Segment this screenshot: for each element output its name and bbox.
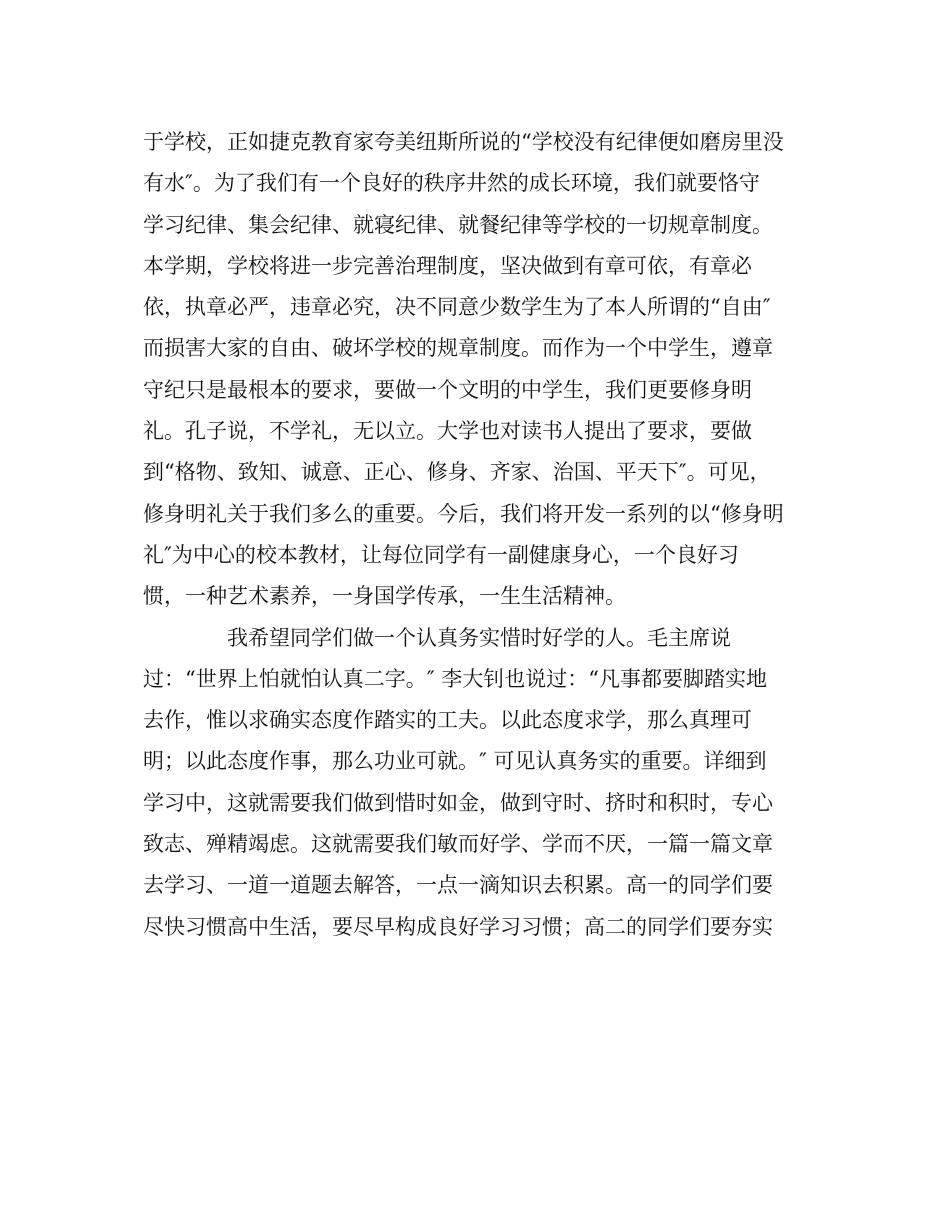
text-line: 礼。孔子说，不学礼，无以立。大学也对读书人提出了要求，要做 [143, 419, 752, 444]
text-line: 去学习、一道一道题去解答，一点一滴知识去积累。高一的同学们要 [143, 873, 773, 898]
text-line: 修身明礼关于我们多么的重要。今后，我们将开发一系列的以“修身明 [143, 501, 784, 526]
text-line: 学习中，这就需要我们做到惜时如金，做到守时、挤时和积时，专心 [143, 790, 773, 815]
text-line: 有水″。为了我们有一个良好的秩序井然的成长环境，我们就要恪守 [143, 171, 760, 196]
text-line: 致志、殚精竭虑。这就需要我们敏而好学、学而不厌，一篇一篇文章 [143, 832, 773, 857]
text-line: 本学期，学校将进一步完善治理制度，坚决做到有章可依，有章必 [143, 253, 752, 278]
text-line: 依，执章必严，违章必究，决不同意少数学生为了本人所谓的“自由″ [143, 295, 771, 320]
text-line: 于学校，正如捷克教育家夸美纽斯所说的“学校没有纪律便如磨房里没 [143, 130, 784, 154]
text-line: 过：“世界上怕就怕认真二字。″ 李大钊也说过：“凡事都要脚踏实地 [143, 666, 767, 691]
text-line: 尽快习惯高中生活，要尽早构成良好学习习惯；高二的同学们要夯实 [143, 914, 773, 939]
text-line: 守纪只是最根本的要求，要做一个文明的中学生，我们更要修身明 [143, 377, 752, 402]
text-line: 学习纪律、集会纪律、就寝纪律、就餐纪律等学校的一切规章制度。 [143, 212, 773, 237]
text-line: 明；以此态度作事，那么功业可就。″ 可见认真务实的重要。详细到 [143, 749, 767, 774]
text-line: 礼″为中心的校本教材，让每位同学有一副健康身心，一个良好习 [143, 542, 739, 567]
body-text [143, 122, 823, 948]
text-line: 去作，惟以求确实态度作踏实的工夫。以此态度求学，那么真理可 [143, 708, 752, 733]
text-line: 到“格物、致知、诚意、正心、修身、齐家、治国、平天下″。可见， [143, 460, 771, 485]
text-line: 而损害大家的自由、破坏学校的规章制度。而作为一个中学生，遵章 [143, 336, 773, 361]
paragraph-start-line: 我希望同学们做一个认真务实惜时好学的人。毛主席说 [227, 625, 731, 650]
text-line: 惯，一种艺术素养，一身国学传承，一生生活精神。 [143, 584, 626, 609]
